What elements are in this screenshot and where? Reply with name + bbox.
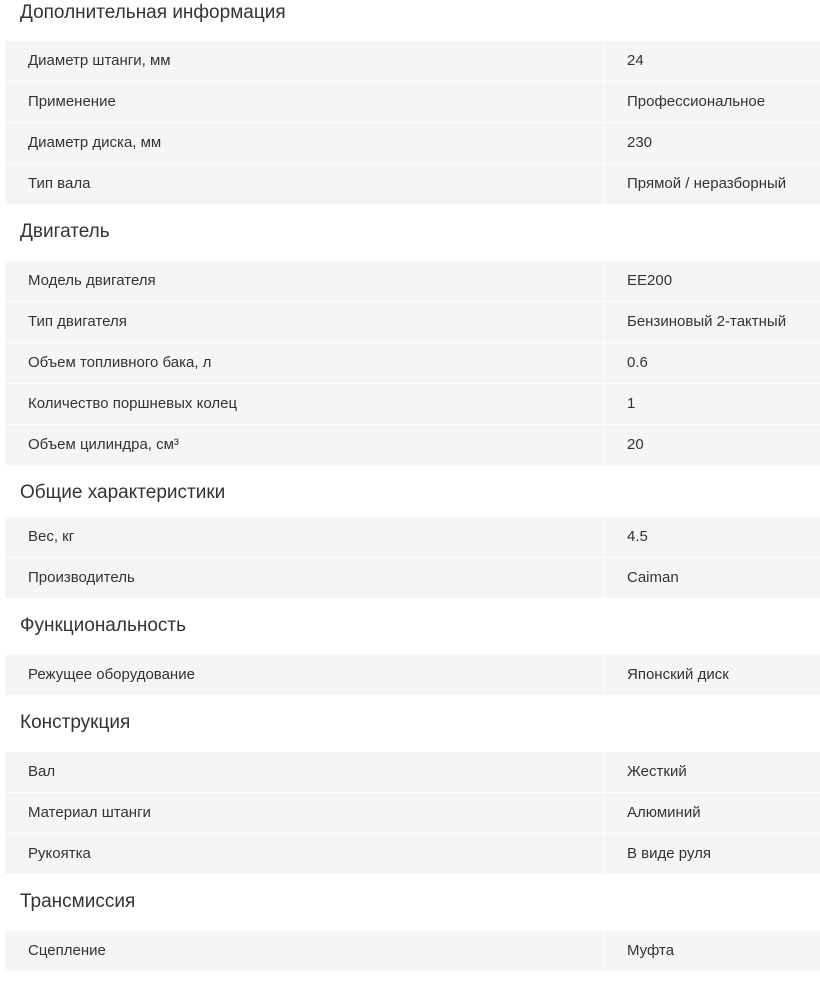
spec-key: Количество поршневых колец xyxy=(5,384,604,424)
spec-row xyxy=(5,261,820,302)
spec-value: Алюминий xyxy=(604,793,820,833)
section-title: Двигатель xyxy=(20,221,110,242)
spec-row xyxy=(5,302,820,343)
section-title: Конструкция xyxy=(20,712,131,733)
spec-value: 24 xyxy=(604,41,820,81)
section-title: Трансмиссия xyxy=(20,891,136,912)
spec-key: Диаметр штанги, мм xyxy=(5,41,604,81)
spec-key: Диаметр диска, мм xyxy=(5,123,604,163)
spec-value: Японский диск xyxy=(604,655,820,695)
spec-key: Объем цилиндра, см³ xyxy=(5,425,604,465)
section-title: Функциональность xyxy=(20,615,187,636)
spec-row xyxy=(5,834,820,874)
spec-row xyxy=(5,517,820,558)
spec-row xyxy=(5,931,820,971)
spec-value: Бензиновый 2-тактный xyxy=(604,302,820,342)
spec-value: Профессиональное xyxy=(604,82,820,122)
spec-value: В виде руля xyxy=(604,834,820,874)
section-title: Дополнительная информация xyxy=(20,2,286,23)
spec-row xyxy=(5,752,820,793)
spec-row xyxy=(5,164,820,204)
spec-value: 1 xyxy=(604,384,820,424)
spec-table xyxy=(5,655,820,695)
spec-key: Модель двигателя xyxy=(5,261,604,301)
spec-key: Вал xyxy=(5,752,604,792)
spec-row xyxy=(5,384,820,425)
spec-key: Тип вала xyxy=(5,164,604,204)
spec-row xyxy=(5,793,820,834)
spec-key: Тип двигателя xyxy=(5,302,604,342)
spec-value: 0.6 xyxy=(604,343,820,383)
spec-row xyxy=(5,82,820,123)
spec-key: Производитель xyxy=(5,558,604,598)
spec-value: Муфта xyxy=(604,931,820,971)
spec-value: Прямой / неразборный xyxy=(604,164,820,204)
spec-table xyxy=(5,41,820,204)
spec-value: 4.5 xyxy=(604,517,820,557)
spec-key: Режущее оборудование xyxy=(5,655,604,695)
spec-key: Объем топливного бака, л xyxy=(5,343,604,383)
spec-value: Caiman xyxy=(604,558,820,598)
spec-table xyxy=(5,261,820,465)
spec-table xyxy=(5,517,820,598)
spec-row xyxy=(5,425,820,465)
spec-value: EE200 xyxy=(604,261,820,301)
spec-value: 20 xyxy=(604,425,820,465)
spec-key: Применение xyxy=(5,82,604,122)
spec-key: Вес, кг xyxy=(5,517,604,557)
spec-row xyxy=(5,123,820,164)
section-title: Общие характеристики xyxy=(20,482,226,503)
spec-row xyxy=(5,343,820,384)
spec-table xyxy=(5,752,820,874)
spec-table xyxy=(5,931,820,971)
spec-row xyxy=(5,41,820,82)
spec-value: 230 xyxy=(604,123,820,163)
spec-key: Сцепление xyxy=(5,931,604,971)
spec-row xyxy=(5,655,820,695)
spec-key: Рукоятка xyxy=(5,834,604,874)
spec-key: Материал штанги xyxy=(5,793,604,833)
spec-value: Жесткий xyxy=(604,752,820,792)
spec-row xyxy=(5,558,820,598)
